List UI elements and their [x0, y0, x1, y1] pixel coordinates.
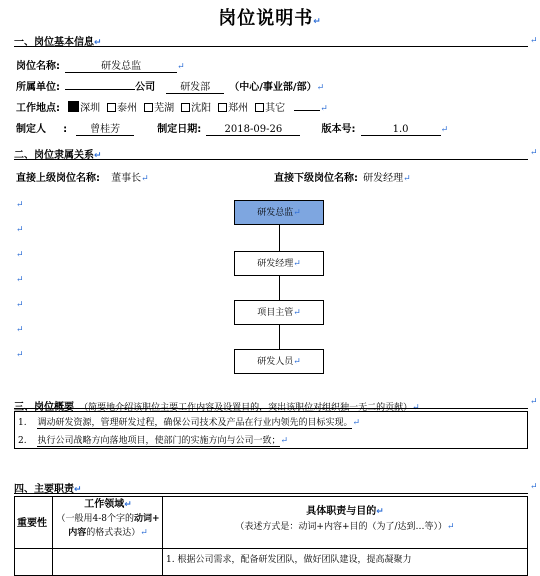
location-option[interactable]	[215, 103, 252, 114]
post-name-row: 岗位名称: 研发总监 ↵	[16, 54, 185, 73]
divider	[14, 493, 528, 494]
margin-mark: ↵	[530, 36, 538, 46]
unit-row: 所属单位: 公司 研发部 （中心/事业部/部）↵	[16, 75, 324, 94]
margin-mark: ↵	[530, 397, 538, 407]
org-connector	[279, 225, 280, 251]
org-box-director: 研发总监↵	[234, 200, 324, 225]
divider	[14, 46, 528, 47]
table-column-divider	[52, 496, 53, 576]
location-label: 芜湖	[154, 103, 175, 114]
company-blank	[65, 89, 135, 90]
checkbox[interactable]	[181, 103, 190, 112]
location-label: 其它	[265, 103, 286, 114]
document-title: 岗位说明书↵	[218, 8, 322, 29]
org-box-supervisor: 项目主管↵	[234, 300, 324, 325]
location-row: 工作地点: 深圳 泰州 芜湖 沈阳 郑州 其它 ↵	[16, 103, 328, 114]
checkbox[interactable]	[144, 103, 153, 112]
divider	[14, 159, 528, 160]
location-option[interactable]	[104, 103, 141, 114]
org-box-manager: 研发经理↵	[234, 251, 324, 276]
org-box-staff: 研发人员↵	[234, 349, 324, 374]
margin-mark: ↵	[530, 482, 538, 492]
subordinate-value: 研发经理	[363, 173, 404, 184]
org-connector	[279, 325, 280, 349]
duty-row-text: 1. 根据公司需求，配备研发团队，做好团队建设，提高凝聚力	[166, 555, 412, 565]
section-basic-heading: 一、岗位基本信息↵	[14, 37, 102, 48]
superior-row: 直接上级岗位名称: 董事长↵	[16, 173, 149, 184]
post-name-value: 研发总监	[65, 57, 177, 73]
section-relation-heading: 二、岗位隶属关系↵	[14, 150, 102, 161]
location-option[interactable]	[252, 103, 289, 114]
location-label: 郑州	[228, 103, 249, 114]
dept-value: 研发部	[166, 78, 224, 94]
subordinate-row: 直接下级岗位名称: 研发经理↵	[274, 173, 411, 184]
column-header-duty: 具体职责与目的↵ （表述方式是：动词+内容+目的（为了/达到…等））↵	[235, 506, 455, 532]
overview-item: 1. 调动研发资源，管理研发过程，确保公司技术及产品在行业内领先的目标实现。↵	[18, 418, 361, 428]
location-option[interactable]	[141, 103, 178, 114]
checkbox[interactable]	[68, 101, 79, 112]
margin-mark: ↵	[530, 148, 538, 158]
column-header-area: 工作领域↵ （一般用4-8个字的动词+ 内容的格式表达）↵	[56, 499, 160, 538]
column-header-importance: 重要性	[17, 518, 47, 529]
location-label: 泰州	[117, 103, 138, 114]
location-label: 深圳	[80, 103, 101, 114]
paragraph-marks: ↵ ↵ ↵ ↵ ↵ ↵ ↵	[16, 200, 24, 360]
maker-row: 制定人 : 曾桂芳 制定日期: 2018-09-26 版本号: 1.0 ↵	[16, 117, 448, 136]
date-value: 2018-09-26	[206, 124, 300, 136]
org-connector	[279, 276, 280, 300]
table-column-divider	[162, 496, 163, 576]
section-overview-heading: 三、岗位概要 （简要地介绍该职位主要工作内容及设置目的，突出该职位对组织独一无二的贡献）↵	[14, 402, 420, 413]
location-option[interactable]	[178, 103, 215, 114]
checkbox[interactable]	[255, 103, 264, 112]
section-duties-heading: 四、主要职责↵	[14, 484, 82, 495]
checkbox[interactable]	[218, 103, 227, 112]
version-value: 1.0	[361, 124, 441, 136]
table-row-divider	[14, 548, 528, 549]
superior-value: 董事长	[111, 173, 142, 184]
maker-value: 曾桂芳	[76, 120, 134, 136]
checkbox[interactable]	[107, 103, 116, 112]
divider	[14, 408, 528, 409]
location-option[interactable]	[65, 103, 104, 114]
overview-item: 2. 执行公司战略方向落地项目，使部门的实施方向与公司一致；↵	[18, 436, 289, 446]
location-label: 沈阳	[191, 103, 212, 114]
